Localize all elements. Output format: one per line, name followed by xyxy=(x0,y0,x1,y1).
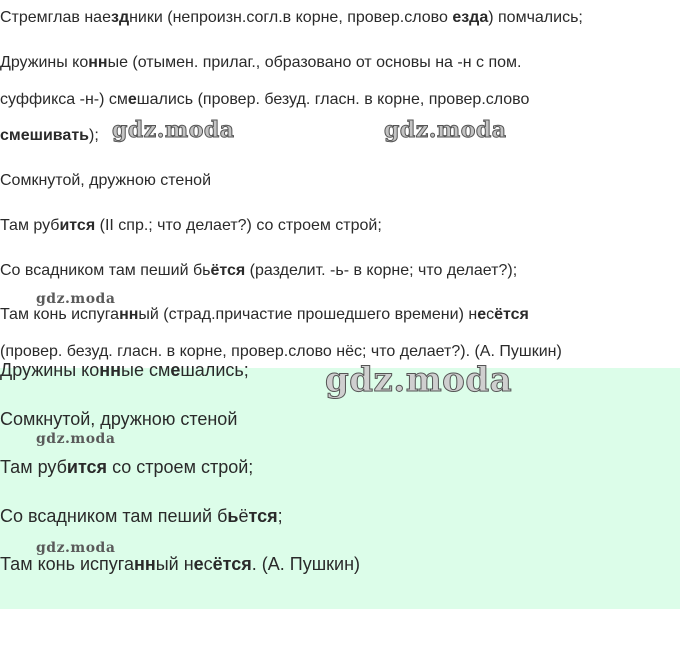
text-line: Стремглав наездники (непроизн.согл.в корне, провер.слово езда) помчались; xyxy=(0,9,583,26)
text-line: (провер. безуд. гласн. в корне, провер.слово нёс; что делает?). (А. Пушкин) xyxy=(0,343,562,360)
watermark: gdz.moda xyxy=(36,291,116,307)
watermark: gdz.moda xyxy=(384,117,507,143)
text-line: Там рубится (II спр.; что делает?) со строем строй; xyxy=(0,217,382,234)
text-line: Там конь испуганный (страд.причастие прошедшего времени) несётся xyxy=(0,306,529,323)
watermark: gdz.moda xyxy=(112,117,235,143)
watermark: gdz.moda xyxy=(325,360,513,400)
panel-text-line: Там конь испуганный несётся. (А. Пушкин) xyxy=(0,554,361,574)
panel-text-line: Со всадником там пеший бьётся; xyxy=(0,506,283,526)
text-line: Дружины конные (отымен. прилаг., образовано от основы на -н с пом. xyxy=(0,54,522,71)
text-line: Со всадником там пеший бьётся (разделит. -ь- в корне; что делает?); xyxy=(0,262,518,279)
text-line: смешивать); xyxy=(0,127,99,144)
panel-text-line: Там рубится со строем строй; xyxy=(0,457,254,477)
panel-text-line: Дружины конные смешались; xyxy=(0,360,249,380)
watermark: gdz.moda xyxy=(36,540,116,556)
panel-text-line: Сомкнутой, дружною стеной xyxy=(0,409,238,429)
text-line: Сомкнутой, дружною стеной xyxy=(0,172,211,189)
watermark: gdz.moda xyxy=(36,431,116,447)
text-line: суффикса -н-) смешались (провер. безуд. гласн. в корне, провер.слово xyxy=(0,91,530,108)
